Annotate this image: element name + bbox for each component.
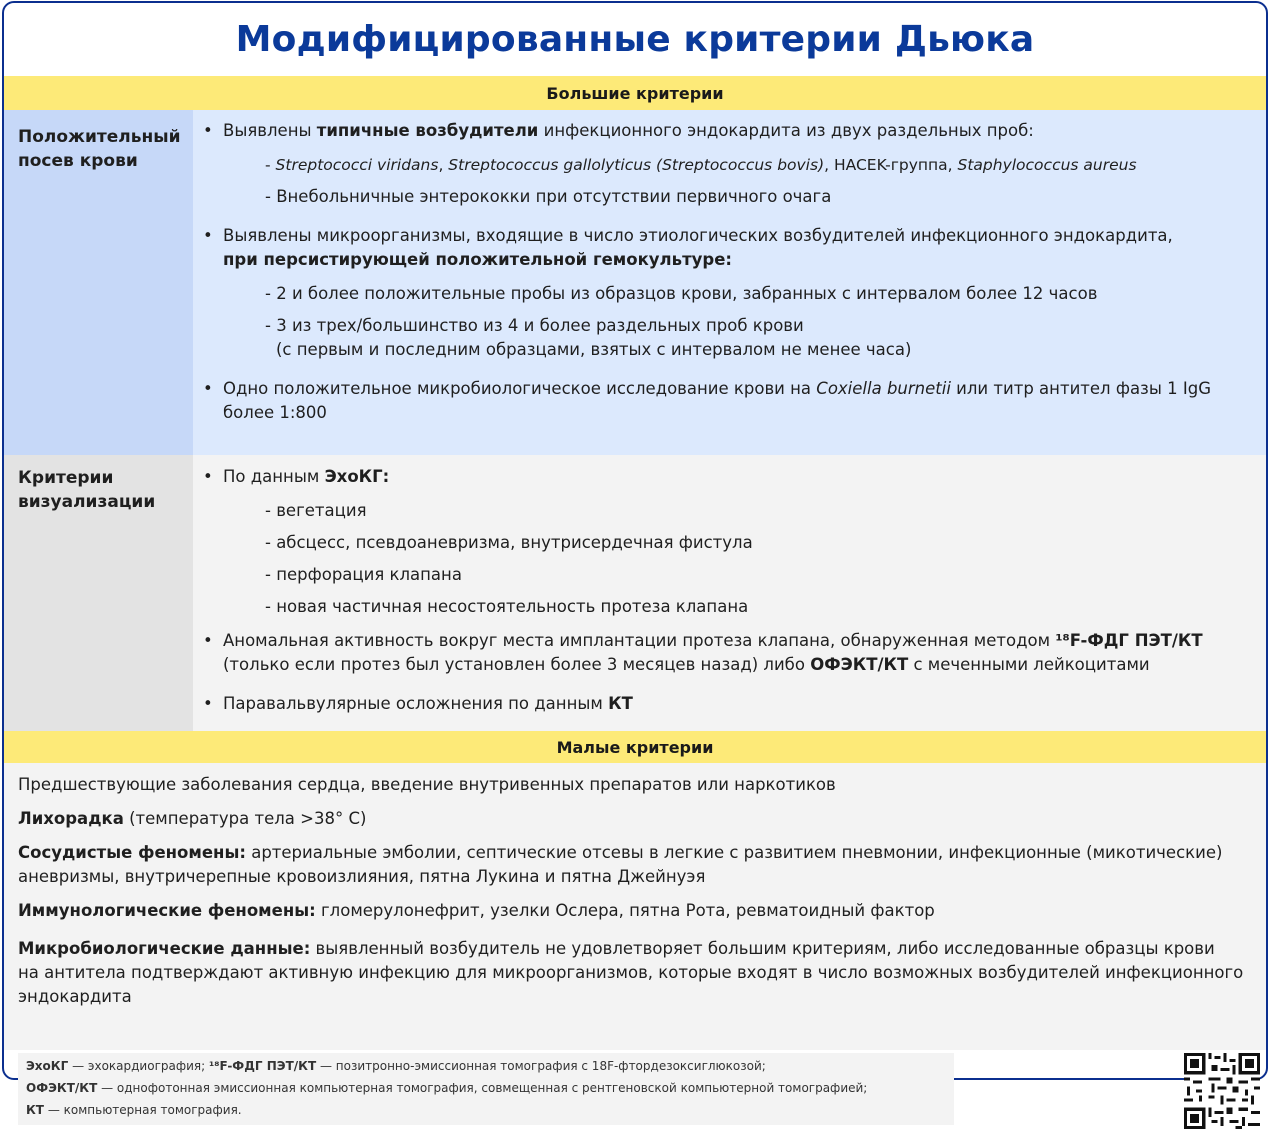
minor-item: Иммунологические феномены: гломерулонефрит, узелки Ослера, пятна Рота, ревматоидный фактор (18, 901, 935, 920)
list-subitem: - вегетация (265, 501, 367, 520)
minor-item: Лихорадка (температура тела >38° С) (18, 809, 367, 828)
list-subitem: - перфорация клапана (265, 565, 462, 584)
imaging-content (193, 455, 1266, 731)
major-criteria-heading: Большие критерии (4, 76, 1266, 110)
list-subitem: - Внебольничные энтерококки при отсутствии первичного очага (265, 187, 832, 206)
list-subitem-continuation: (с первым и последним образцами, взятых с интервалом не менее часа) (276, 340, 912, 359)
blood-culture-label: Положительный посев крови (4, 110, 193, 455)
page-title: Модифицированные критерии Дьюка (235, 19, 1035, 60)
imaging-label: Критерии визуализации (4, 455, 193, 731)
imaging-row (4, 455, 1266, 731)
bullet-icon: • (203, 467, 213, 486)
list-subitem: - 3 из трех/большинство из 4 и более раздельных проб крови (265, 316, 804, 335)
blood-culture-row (4, 110, 1266, 455)
list-item: • По данным ЭхоКГ: (203, 465, 1226, 489)
list-item: • Аномальная активность вокруг места имплантации протеза клапана, обнаруженная методом ¹⁸F-ФДГ ПЭТ/КТ (только если протез был установлен более 3 месяцев назад) либо ОФЭКТ/КТ с меченными лейкоцитами (203, 629, 1226, 677)
qr-code-icon[interactable] (1184, 1053, 1260, 1129)
list-item: • Паравальвулярные осложнения по данным КТ (203, 692, 1226, 716)
footer (4, 1050, 1266, 1140)
list-subitem: - абсцесс, псевдоаневризма, внутрисердечная фистула (265, 533, 753, 552)
minor-criteria-heading: Малые критерии (4, 731, 1266, 763)
list-subitem: - новая частичная несостоятельность протеза клапана (265, 597, 749, 616)
list-subitem: - 2 и более положительные пробы из образцов крови, забранных с интервалом более 12 часов (265, 284, 1098, 303)
minor-item: Сосудистые феномены: артериальные эмболии, септические отсевы в легкие с развитием пневмонии, инфекционные (микотические) аневризмы, внутричерепные кровоизлияния, пятна Лукина и пятна Джейнуэя (18, 843, 1223, 886)
bullet-icon: • (203, 631, 213, 650)
list-item: • Выявлены микроорганизмы, входящие в число этиологических возбудителей инфекционного эндокардита, при персистирующей положительной гемокультуре: (203, 224, 1226, 272)
blood-culture-content (193, 110, 1266, 455)
minor-item: Микробиологические данные: выявленный возбудитель не удовлетворяет большим критериям, либо исследованные образцы крови на антитела подтверждают активную инфекцию для микроорганизмов, которые входят в число возможных возбудителей инфекционного эндокардита (18, 939, 1244, 1006)
list-item: • Одно положительное микробиологическое исследование крови на Coxiella burnetii или титр антител фазы 1 IgG более 1:800 (203, 377, 1226, 425)
bullet-icon: • (203, 694, 213, 713)
card (2, 1, 1268, 1117)
bullet-icon: • (203, 226, 213, 245)
minor-criteria-content (4, 763, 1266, 1050)
abbreviations: ЭхоКГ — эхокардиография; ¹⁸F-ФДГ ПЭТ/КТ — позитронно-эмиссионная томография с 18F-фтордезоксиглюкозой; ОФЭКТ/КТ — однофотонная эмиссионная компьютерная томография, совмещенная с рентгеновской компьютерной томографией; КТ — компьютерная томография. (18, 1053, 954, 1125)
list-subitem: - Streptococci viridans, Streptococcus gallolyticus (Streptococcus bovis), HACEK-группа, Staphylococcus aureus (265, 156, 1137, 174)
list-item: • Выявлены типичные возбудители инфекционного эндокардита из двух раздельных проб: (203, 119, 1226, 143)
minor-item: Предшествующие заболевания сердца, введение внутривенных препаратов или наркотиков (18, 775, 836, 794)
bullet-icon: • (203, 121, 213, 140)
bullet-icon: • (203, 379, 213, 398)
